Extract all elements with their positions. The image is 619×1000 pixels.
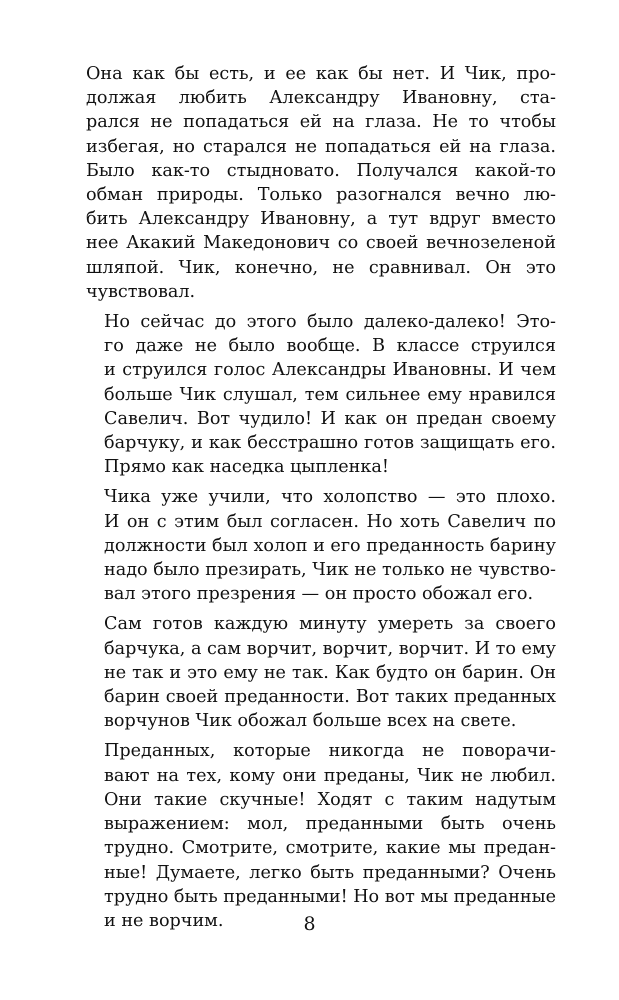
text-line: Сам готов каждую минуту умереть за своего: [104, 614, 556, 635]
text-line: нее Акакий Македонович со своей вечнозеленой: [86, 233, 556, 254]
text-line: ворчунов Чик обожал больше всех на свете.: [104, 711, 517, 732]
text-line: Но сейчас до этого было далеко-далеко! Это-: [104, 312, 556, 333]
text-line: и струился голос Александры Ивановны. И чем: [104, 360, 556, 381]
text-line: надо было презирать, Чик не только не чувство-: [104, 560, 556, 581]
paragraph-3: [86, 485, 556, 606]
text-line: ные! Думаете, легко быть преданными? Очень: [104, 862, 556, 883]
text-line: чувствовал.: [86, 281, 196, 302]
text-line: Было как-то стыдновато. Получался какой-то: [86, 160, 556, 181]
text-line: и не ворчим.: [104, 910, 224, 931]
text-line: барчука, а сам ворчит, ворчит, ворчит. И то ему: [104, 638, 556, 659]
text-line: должая любить Александру Ивановну, ста-: [86, 88, 556, 109]
text-line: вал этого презрения — он просто обожал его.: [104, 584, 534, 605]
text-line: трудно. Смотрите, смотрите, какие мы предан-: [104, 838, 556, 859]
text-line: го даже не было вообще. В классе струился: [104, 336, 556, 357]
text-line: И он с этим был согласен. Но хоть Савелич по: [104, 511, 556, 532]
text-line: бить Александру Ивановну, а тут вдруг вместо: [86, 209, 556, 230]
text-line: барин своей преданности. Вот таких преданных: [104, 687, 556, 708]
paragraph-4: [86, 612, 556, 733]
book-page-text: [86, 62, 556, 933]
text-line: Прямо как наседка цыпленка!: [104, 457, 389, 478]
text-line: избегая, но старался не попадаться ей на глаза.: [86, 136, 556, 157]
text-line: Савелич. Вот чудило! И как он предан своему: [104, 408, 556, 429]
text-line: Они такие скучные! Ходят с таким надутым: [104, 789, 556, 810]
text-line: Чика уже учили, что холопство — это плохо.: [104, 487, 556, 508]
text-line: шляпой. Чик, конечно, не сравнивал. Он это: [86, 257, 556, 278]
text-line: барчуку, и как бесстрашно готов защищать его.: [104, 433, 556, 454]
text-line: рался не попадаться ей на глаза. Не то чтобы: [86, 112, 556, 133]
paragraph-2: [86, 310, 556, 479]
text-line: Преданных, которые никогда не поворачи-: [104, 741, 556, 762]
text-line: обман природы. Только разогнался вечно лю-: [86, 185, 556, 206]
text-line: выражением: мол, преданными быть очень: [104, 814, 556, 835]
paragraph-1: [86, 62, 556, 304]
text-line: вают на тех, кому они преданы, Чик не любил.: [104, 765, 556, 786]
paragraph-5: [86, 739, 556, 933]
text-line: не так и это ему не так. Как будто он барин. Он: [104, 662, 556, 683]
text-line: больше Чик слушал, тем сильнее ему нравился: [104, 384, 556, 405]
page-number: 8: [303, 913, 316, 935]
text-line: должности был холоп и его преданность барину: [104, 535, 556, 556]
text-line: Она как бы есть, и ее как бы нет. И Чик, про-: [86, 64, 556, 84]
text-line: трудно быть преданными! Но вот мы преданные: [104, 886, 556, 907]
